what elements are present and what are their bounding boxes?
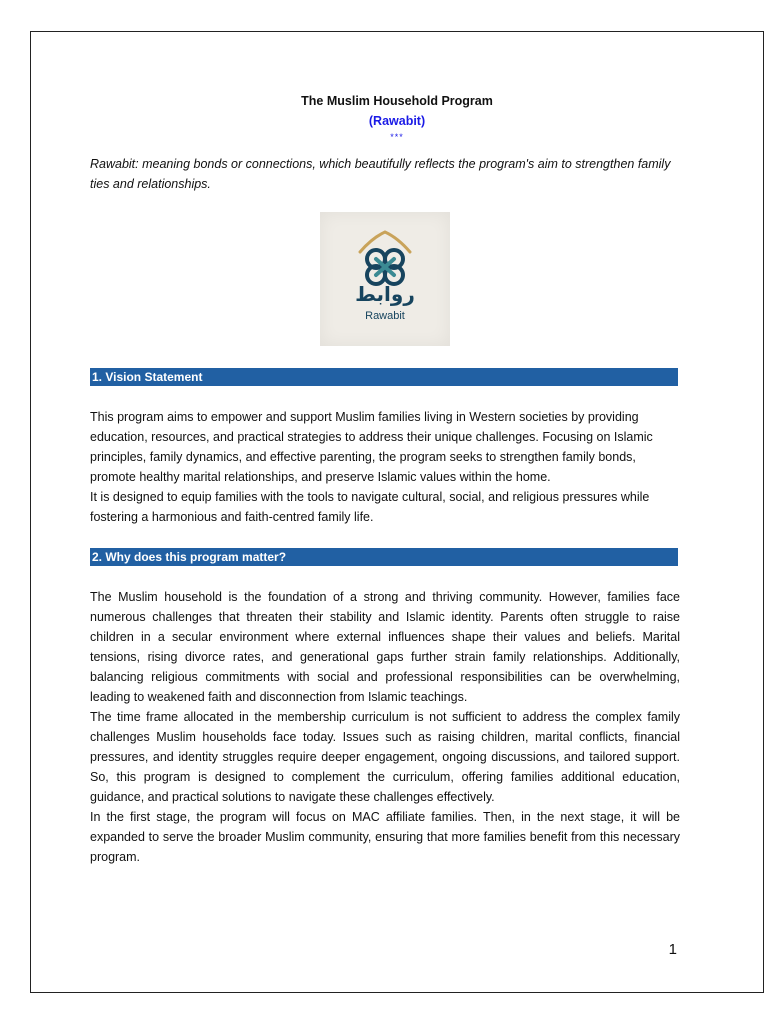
vision-paragraph-1: This program aims to empower and support Muslim families living in Western societies by providing education, resources, and practical strategies to address their unique challenges. Focusing on Islamic principles, family dynamics, and effective parenting, the program seeks to strengthen family bonds, promote healthy marital relationships, and preserve Islamic values within the home. — [90, 410, 653, 484]
page-number: 1 — [668, 941, 677, 958]
document-page — [30, 31, 764, 993]
logo-arabic-text: روابط — [355, 282, 415, 306]
section-heading-why: 2. Why does this program matter? — [90, 548, 678, 566]
rawabit-logo — [320, 212, 450, 346]
document-subtitle: (Rawabit) — [368, 114, 426, 128]
separator-stars: *** — [390, 132, 404, 142]
section-heading-vision: 1. Vision Statement — [90, 368, 678, 386]
why-program-matters-body — [90, 587, 680, 867]
why-paragraph-3: In the first stage, the program will focus on MAC affiliate families. Then, in the next stage, it will be expanded to serve the broader Muslim community, ensuring that more families benefit from this necessary program. — [90, 810, 680, 864]
why-paragraph-2: The time frame allocated in the membership curriculum is not sufficient to address the complex family challenges Muslim households face today. Issues such as raising children, marital conflicts, financial pressures, and identity struggles require deeper engagement, ongoing discussions, and tailored support. So, this program is designed to complement the curriculum, offering families additional education, guidance, and practical solutions to navigate these challenges effectively. — [90, 710, 680, 804]
why-paragraph-1: The Muslim household is the foundation of a strong and thriving community. However, families face numerous challenges that threaten their stability and Islamic identity. Parents often struggle to raise children in a secular environment where external influences shape their values and beliefs. Marital tensions, rising divorce rates, and generational gaps further strain family relationships. Additionally, balancing religious commitments with social and professional responsibilities can be overwhelming, leading to weakened faith and disconnection from Islamic teachings. — [90, 590, 680, 704]
intro-text: Rawabit: meaning bonds or connections, which beautifully reflects the program's aim to strengthen family ties and relationships. — [90, 157, 671, 191]
vision-paragraph-2: It is designed to equip families with the tools to navigate cultural, social, and religious pressures while fostering a harmonious and faith-centred family life. — [90, 490, 650, 524]
vision-statement-body — [90, 407, 680, 527]
document-title: The Muslim Household Program — [301, 94, 493, 108]
knot-icon — [320, 212, 450, 346]
logo-latin-text: Rawabit — [365, 310, 405, 322]
